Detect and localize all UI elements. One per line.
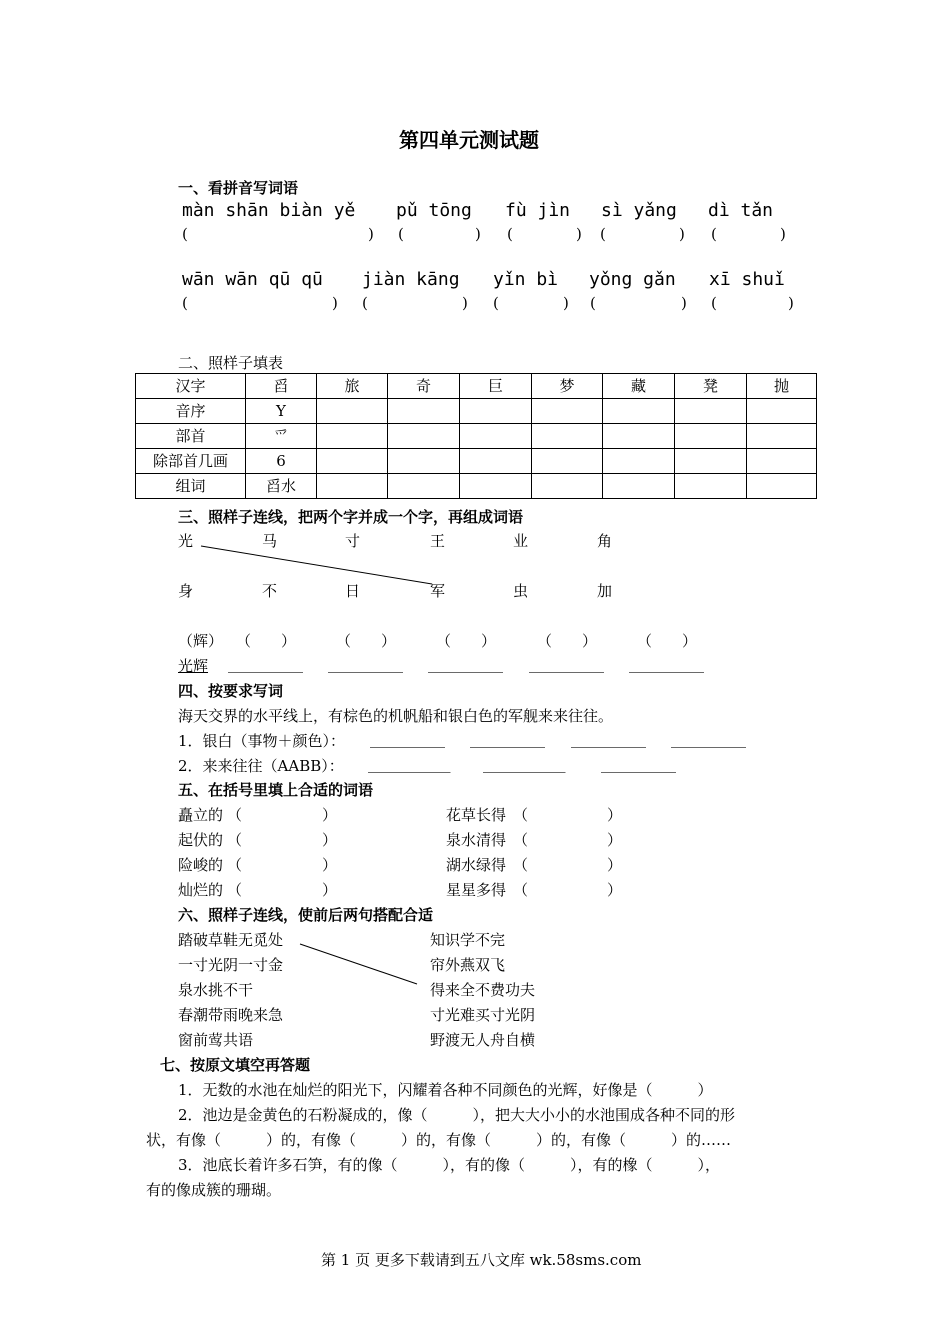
bracket-close: ): [576, 225, 582, 243]
table-cell: 藏: [603, 374, 675, 399]
bracket-open: (: [182, 225, 188, 243]
paren-blank[interactable]: （ ）: [637, 632, 698, 650]
section-1-heading: 一、看拼音写词语: [178, 179, 299, 197]
paren-blank[interactable]: （ ）: [336, 632, 397, 650]
char-bottom[interactable]: 不: [262, 582, 278, 600]
char-top[interactable]: 王: [430, 532, 446, 550]
table-cell: 音序: [136, 399, 246, 424]
bracket-close: ）: [322, 881, 338, 899]
word-blank[interactable]: __________: [529, 655, 604, 673]
table-cell: Y: [246, 399, 317, 424]
phrase-left[interactable]: 窗前莺共语: [178, 1031, 254, 1049]
sentence: 海天交界的水平线上，有棕色的机帆船和银白色的军舰来来往往。: [178, 707, 614, 725]
phrase-left[interactable]: 一寸光阴一寸金: [178, 956, 284, 974]
fill-label: 湖水绿得: [446, 856, 507, 874]
table-cell: 部首: [136, 424, 246, 449]
bracket-close: ）: [322, 856, 338, 874]
bracket-close: ）: [607, 831, 623, 849]
word-blank[interactable]: __________: [370, 730, 445, 748]
phrase-right[interactable]: 得来全不费功夫: [430, 981, 536, 999]
bracket-open: (: [590, 294, 596, 312]
table-cell: 舀水: [246, 474, 317, 499]
bracket-close: ): [563, 294, 569, 312]
paren-blank[interactable]: （ ）: [236, 632, 297, 650]
table-cell: 组词: [136, 474, 246, 499]
section-7-heading: 七、按原文填空再答题: [160, 1056, 311, 1074]
word-blank[interactable]: ___________: [368, 755, 451, 773]
pinyin-6: wān wān qū qū: [182, 269, 323, 290]
phrase-right[interactable]: 野渡无人舟自横: [430, 1031, 536, 1049]
bracket-open: (: [493, 294, 499, 312]
phrase-left[interactable]: 踏破草鞋无觅处: [178, 931, 284, 949]
section-4-heading: 四、按要求写词: [178, 682, 284, 700]
table-cell: 汉字: [136, 374, 246, 399]
word-blank[interactable]: __________: [328, 655, 403, 673]
table-cell: 旅: [317, 374, 388, 399]
section-2-heading: 二、照样子填表: [178, 354, 284, 372]
word-blank[interactable]: __________: [428, 655, 503, 673]
paren-blank[interactable]: （ ）: [436, 632, 497, 650]
bracket-close: ): [788, 294, 794, 312]
fill-label: 起伏的: [178, 831, 224, 849]
char-top[interactable]: 角: [597, 532, 613, 550]
word-blank[interactable]: __________: [671, 730, 746, 748]
word-blank[interactable]: __________: [601, 755, 676, 773]
item-1: 1．银白（事物＋颜色）：: [178, 732, 346, 750]
item-2: 2．来来往往（AABB）：: [178, 757, 344, 775]
char-top[interactable]: 光: [178, 532, 194, 550]
bracket-close: ）: [607, 806, 623, 824]
pinyin-5: dì tǎn: [708, 200, 774, 221]
word-blank[interactable]: __________: [470, 730, 545, 748]
fill-label: 灿烂的: [178, 881, 224, 899]
fill-label: 星星多得: [446, 881, 507, 899]
phrase-right[interactable]: 知识学不完: [430, 931, 506, 949]
phrase-right[interactable]: 寸光难买寸光阴: [430, 1006, 536, 1024]
paragraph-line: 2．池边是金黄色的石粉凝成的，像（ ），把大大小小的水池围成各种不同的形: [178, 1106, 736, 1124]
bracket-close: ): [780, 225, 786, 243]
bracket-open: （: [513, 881, 529, 899]
table-cell: 奇: [388, 374, 460, 399]
word-blank[interactable]: __________: [571, 730, 646, 748]
bracket-open: （: [513, 806, 529, 824]
table-cell: 6: [246, 449, 317, 474]
bracket-close: ）: [322, 806, 338, 824]
word-blank[interactable]: ___________: [483, 755, 566, 773]
pinyin-2: pǔ tōng: [396, 200, 472, 221]
pinyin-9: yǒng gǎn: [589, 269, 676, 290]
fill-label: 险峻的: [178, 856, 224, 874]
bracket-close: ): [475, 225, 481, 243]
bracket-open: (: [507, 225, 513, 243]
bracket-open: （: [227, 881, 243, 899]
bracket-open: (: [600, 225, 606, 243]
bracket-close: ）: [322, 831, 338, 849]
bracket-close: ): [679, 225, 685, 243]
char-top[interactable]: 业: [513, 532, 529, 550]
paragraph-line: 状，有像（ ）的，有像（ ）的，有像（ ）的，有像（ ）的……: [146, 1131, 732, 1149]
paren-example: （辉）: [178, 632, 224, 650]
fill-label: 花草长得: [446, 806, 507, 824]
bracket-open: (: [711, 225, 717, 243]
word-blank[interactable]: __________: [629, 655, 704, 673]
fill-label: 矗立的: [178, 806, 224, 824]
bracket-open: （: [227, 806, 243, 824]
pinyin-3: fù jìn: [505, 200, 571, 221]
table-cell: 凳: [675, 374, 747, 399]
phrase-left[interactable]: 泉水挑不干: [178, 981, 254, 999]
pinyin-8: yǐn bì: [493, 269, 559, 290]
bracket-close: ): [462, 294, 468, 312]
bracket-open: （: [227, 831, 243, 849]
phrase-left[interactable]: 春潮带雨晚来急: [178, 1006, 284, 1024]
fill-label: 泉水清得: [446, 831, 507, 849]
word-blank[interactable]: __________: [228, 655, 303, 673]
table-cell: 除部首几画: [136, 449, 246, 474]
bracket-close: ): [681, 294, 687, 312]
pinyin-10: xī shuǐ: [709, 269, 785, 290]
example-connector: [300, 944, 417, 984]
phrase-right[interactable]: 帘外燕双飞: [430, 956, 506, 974]
section-5-heading: 五、在括号里填上合适的词语: [178, 781, 374, 799]
page-title: 第四单元测试题: [399, 128, 539, 152]
bracket-open: (: [362, 294, 368, 312]
section-3-heading: 三、照样子连线，把两个字并成一个字，再组成词语: [178, 508, 524, 526]
bracket-open: (: [182, 294, 188, 312]
char-bottom[interactable]: 加: [597, 582, 613, 600]
char-top[interactable]: 寸: [345, 532, 361, 550]
char-bottom[interactable]: 虫: [513, 582, 529, 600]
char-bottom[interactable]: 日: [345, 582, 361, 600]
bracket-close: ): [332, 294, 338, 312]
bracket-open: （: [513, 856, 529, 874]
bracket-open: （: [227, 856, 243, 874]
page-footer: 第 1 页 更多下载请到五八文库 wk.58sms.com: [321, 1251, 642, 1269]
bracket-open: (: [711, 294, 717, 312]
table-cell: 抛: [747, 374, 817, 399]
table-cell: 爫: [246, 424, 317, 449]
paragraph-line: 1．无数的水池在灿烂的阳光下，闪耀着各种不同颜色的光辉，好像是（ ）: [178, 1081, 713, 1099]
pinyin-1: màn shān biàn yě: [182, 200, 356, 221]
char-bottom[interactable]: 军: [430, 582, 446, 600]
paragraph-line: 3．池底长着许多石笋，有的像（ ），有的像（ ），有的橡（ ），: [178, 1156, 721, 1174]
bracket-open: （: [513, 831, 529, 849]
table-cell: 舀: [246, 374, 317, 399]
pinyin-4: sì yǎng: [601, 200, 677, 221]
bracket-open: (: [398, 225, 404, 243]
pinyin-7: jiàn kāng: [362, 269, 460, 290]
paren-blank[interactable]: （ ）: [537, 632, 598, 650]
example-connector: [201, 546, 432, 584]
word-example: 光辉: [178, 657, 209, 675]
paragraph-line: 有的像成簇的珊瑚。: [146, 1181, 282, 1199]
char-bottom[interactable]: 身: [178, 582, 194, 600]
char-top[interactable]: 马: [262, 532, 278, 550]
bracket-close: ): [368, 225, 374, 243]
section-6-heading: 六、照样子连线，使前后两句搭配合适: [178, 906, 434, 924]
bracket-close: ）: [607, 881, 623, 899]
table-cell: 梦: [532, 374, 603, 399]
table-cell: 巨: [460, 374, 532, 399]
bracket-close: ）: [607, 856, 623, 874]
